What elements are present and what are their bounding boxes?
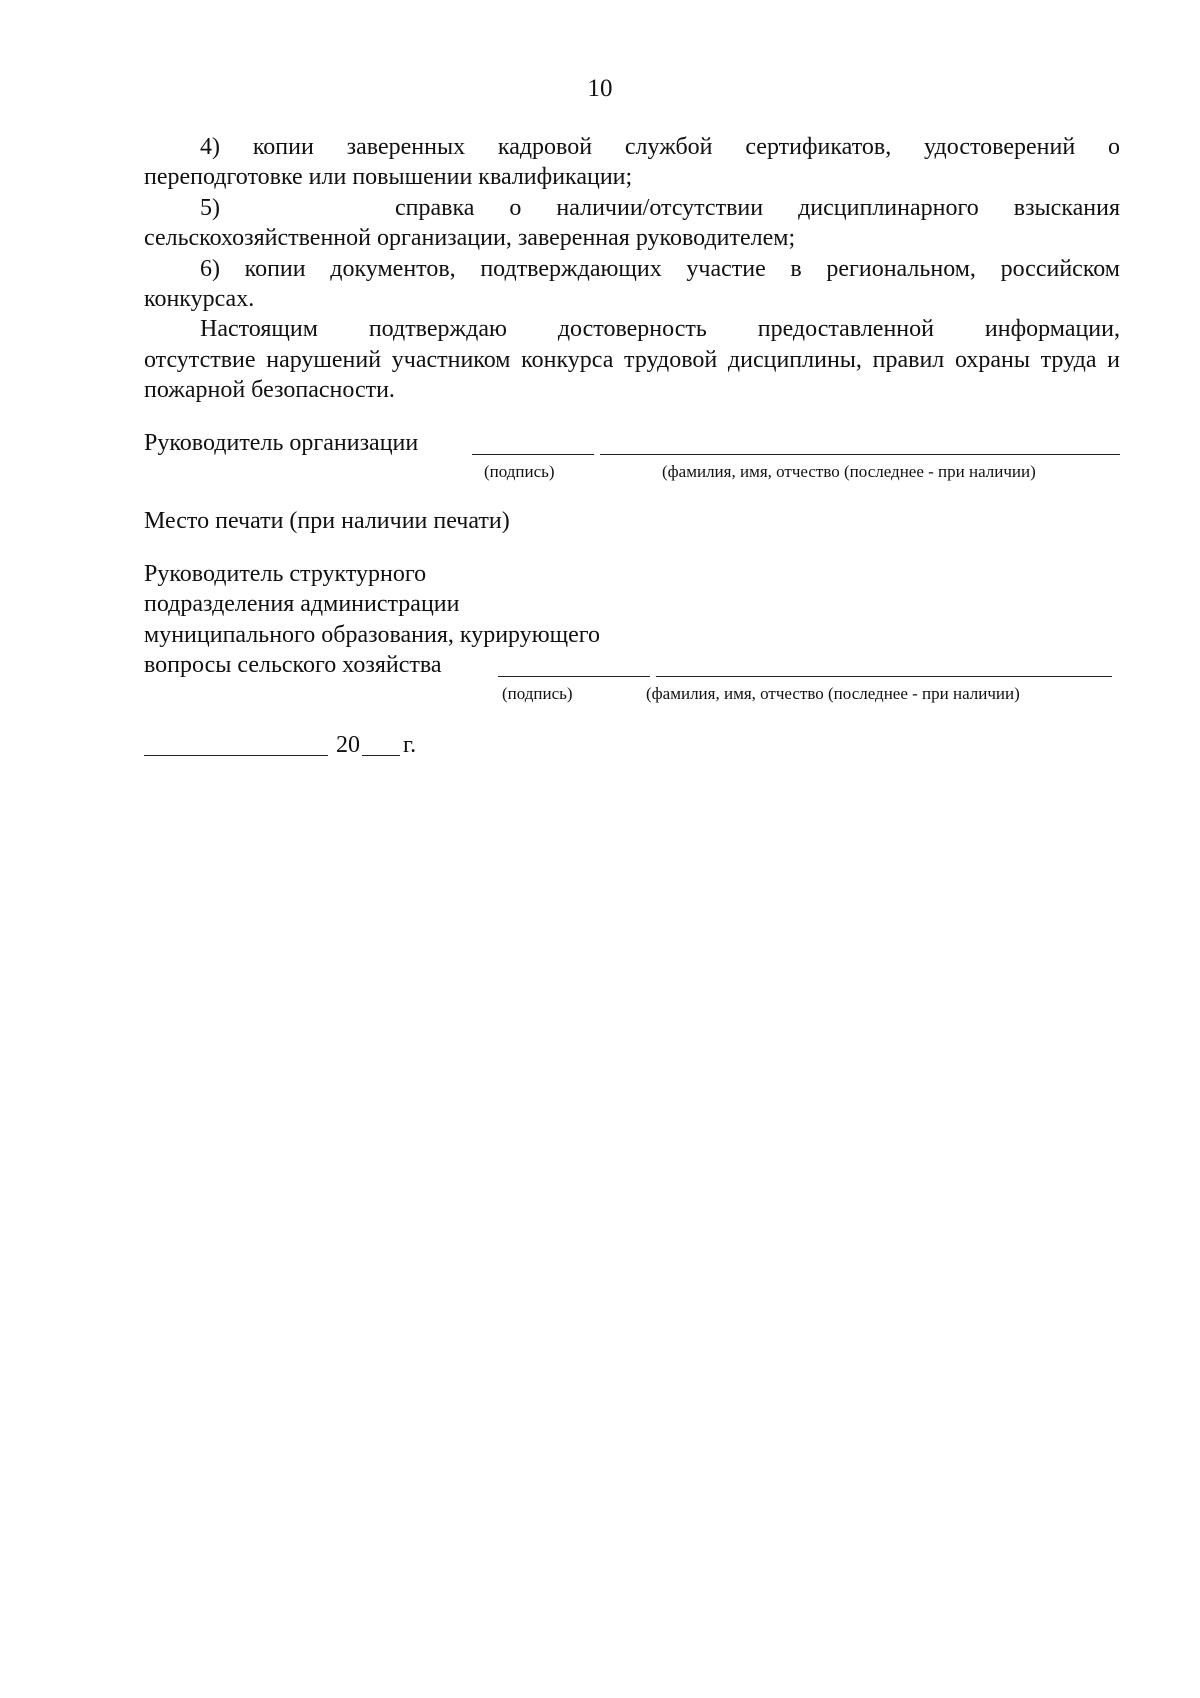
date-year-prefix: 20: [336, 732, 360, 758]
paragraph-confirmation: [144, 314, 1120, 405]
paragraph-first-line: Настоящим подтверждаю достоверность предоставленной информации,: [200, 316, 1120, 343]
signature-admin-label-line: муниципального образования, курирующего: [144, 621, 601, 648]
signature-admin-label-line: вопросы сельского хозяйства: [144, 652, 442, 679]
signature-admin-name-caption: (фамилия, имя, отчество (последнее - при наличии): [646, 684, 1020, 703]
paragraph-first-line: 6) копии документов, подтверждающих участие в региональном, российском: [200, 255, 1120, 282]
page-number: 10: [587, 75, 613, 102]
paragraph-rest: сельскохозяйственной организации, заверенная руководителем;: [144, 225, 796, 252]
paragraph-rest: конкурсах.: [144, 286, 255, 313]
stamp-place: Место печати (при наличии печати): [144, 508, 510, 534]
signature-org-name-caption: (фамилия, имя, отчество (последнее - при наличии): [662, 462, 1036, 481]
paragraph-item-4: [144, 132, 1120, 193]
signature-org-name-line: [600, 454, 1120, 455]
signature-admin-label-line: подразделения администрации: [144, 591, 460, 618]
signature-admin-sign-caption: (подпись): [502, 684, 573, 703]
date-year-suffix: г.: [403, 732, 417, 758]
signature-org-sign-line: [472, 454, 594, 455]
paragraph-first-line: 4) копии заверенных кадровой службой сертификатов, удостоверений о: [200, 134, 1120, 160]
paragraph-item-5: [144, 193, 1120, 254]
date-day-month-line: [144, 755, 328, 756]
paragraph-first-line: 5) справка о наличии/отсутствии дисциплинарного взыскания: [200, 194, 1120, 221]
signature-admin-sign-line: [498, 676, 650, 677]
paragraph-rest: отсутствие нарушений участником конкурса трудовой дисциплины, правил охраны труда и пожарной безопасности.: [144, 346, 1120, 404]
signature-admin-label: [144, 559, 600, 681]
date-year-line: [362, 755, 400, 756]
document-body: [144, 132, 1120, 406]
signature-org-label: Руководитель организации: [144, 430, 419, 456]
signature-admin-name-line: [656, 676, 1112, 677]
signature-org-sign-caption: (подпись): [484, 462, 555, 481]
paragraph-item-6: [144, 254, 1120, 315]
paragraph-rest: переподготовке или повышении квалификации;: [144, 164, 633, 191]
signature-admin-label-line: Руководитель структурного: [144, 561, 427, 587]
